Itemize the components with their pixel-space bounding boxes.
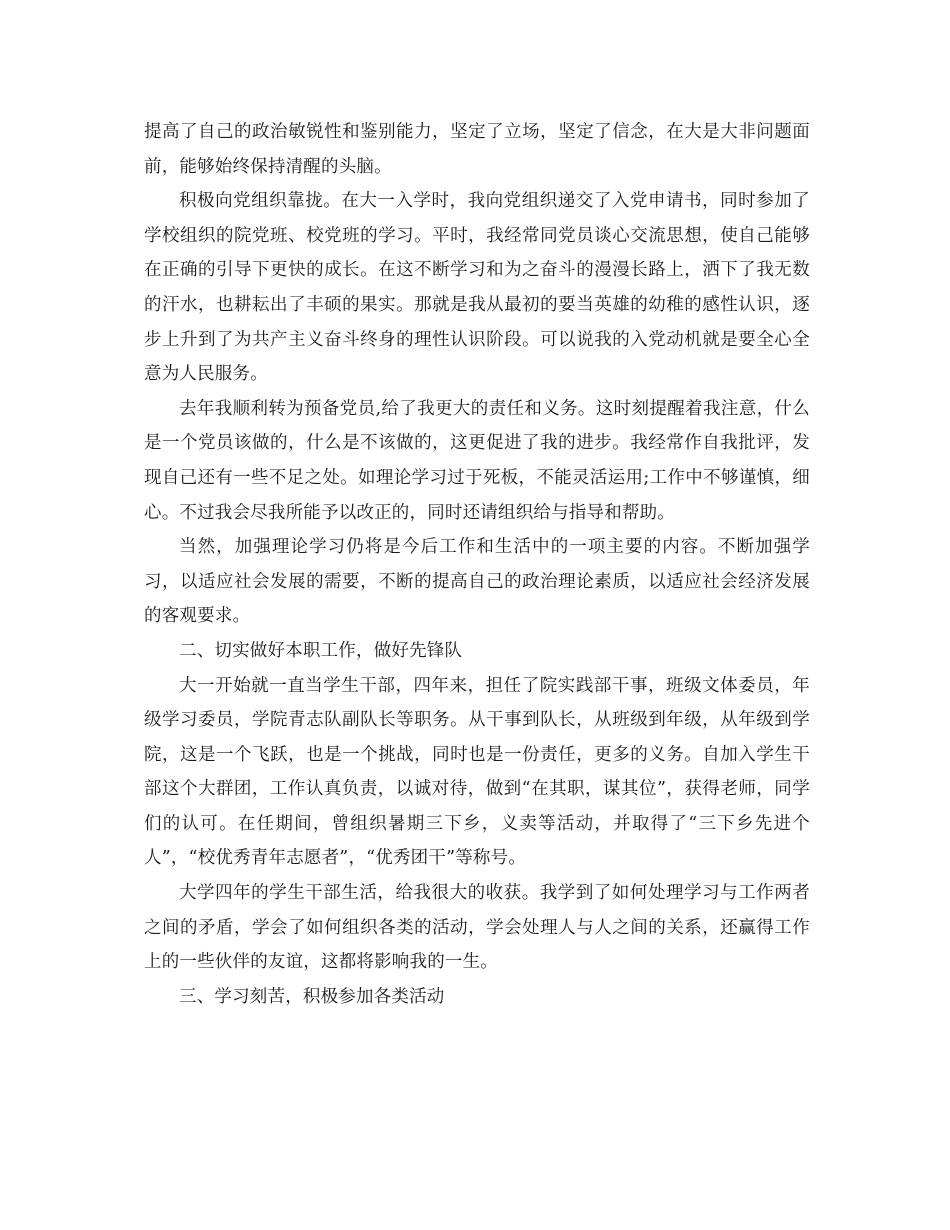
paragraph-continuation: 提高了自己的政治敏锐性和鉴别能力，坚定了立场，坚定了信念，在大是大非问题面前，能够始终保持清醒的头脑。 xyxy=(144,122,810,177)
paragraph-theory-study: 当然，加强理论学习仍将是今后工作和生活中的一项主要的内容。不断加强学习，以适应社会发展的需要，不断的提高自己的政治理论素质，以适应社会经济发展的客观要求。 xyxy=(144,537,810,627)
paragraph-cadre-life: 大学四年的学生干部生活，给我很大的收获。我学到了如何处理学习与工作两者之间的矛盾，学会了如何组织各类的活动，学会处理人与人之间的关系，还赢得工作上的一些伙伴的友谊，这都将影响我的一生。 xyxy=(144,883,810,973)
paragraph-student-cadre: 大一开始就一直当学生干部，四年来，担任了院实践部干事，班级文体委员，年级学习委员，学院青志队副队长等职务。从干事到队长，从班级到年级，从年级到学院，这是一个飞跃，也是一个挑战，同时也是一份责任，更多的义务。自加入学生干部这个大群团，工作认真负责，以诚对待，做到“在其职，谋其位”，获得老师，同学们的认可。在任期间，曾组织暑期三下乡，义卖等活动，并取得了“三下乡先进个人”，“校优秀青年志愿者”，“优秀团干”等称号。 xyxy=(144,675,810,869)
section-heading-study: 三、学习刻苦，积极参加各类活动 xyxy=(179,986,445,1007)
document-body xyxy=(144,115,810,1014)
paragraph-probationary-member: 去年我顺利转为预备党员,给了我更大的责任和义务。这时刻提醒着我注意，什么是一个党员该做的，什么是不该做的，这更促进了我的进步。我经常作自我批评，发现自己还有一些不足之处。如理论学习过于死板，不能灵活运用;工作中不够谨慎，细心。不过我会尽我所能予以改正的，同时还请组织给与指导和帮助。 xyxy=(144,398,810,523)
section-heading-work: 二、切实做好本职工作，做好先锋队 xyxy=(179,640,463,661)
paragraph-party-organization: 积极向党组织靠拢。在大一入学时，我向党组织递交了入党申请书，同时参加了学校组织的院党班、校党班的学习。平时，我经常同党员谈心交流思想，使自己能够在正确的引导下更快的成长。在这不断学习和为之奋斗的漫漫长路上，洒下了我无数的汗水，也耕耘出了丰硕的果实。那就是我从最初的要当英雄的幼稚的感性认识，逐步上升到了为共产主义奋斗终身的理性认识阶段。可以说我的入党动机就是要全心全意为人民服务。 xyxy=(144,191,810,385)
